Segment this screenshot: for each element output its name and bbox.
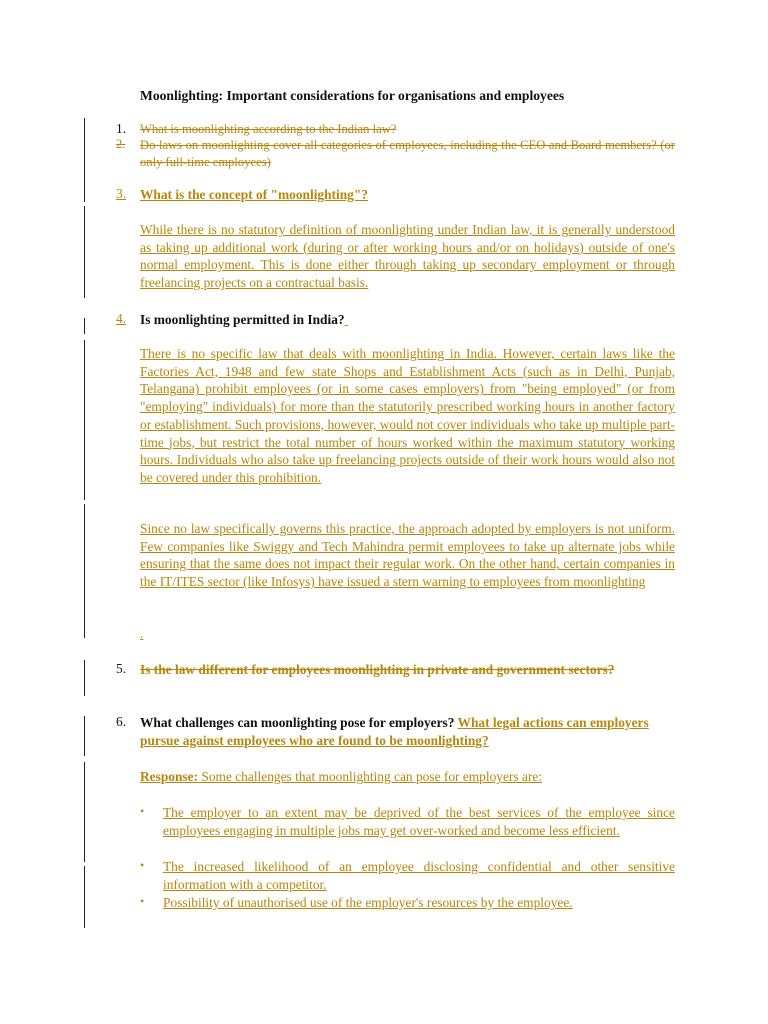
item-number: 2. [116, 137, 126, 151]
response-label: Response: [140, 769, 199, 784]
change-bar [84, 340, 85, 500]
item-number: 1. [116, 121, 127, 136]
change-bar [84, 318, 85, 334]
deleted-question-5: Is the law different for employees moonlighting in private and government sectors? [140, 662, 615, 677]
document-title: Moonlighting: Important considerations for organisations and employees [140, 88, 565, 103]
change-bar [84, 660, 85, 696]
question-3: What is the concept of "moonlighting"? [140, 187, 369, 202]
question-6-text: What challenges can moonlighting pose for employers? [140, 715, 455, 730]
bullet-icon: • [140, 804, 145, 818]
change-bar [84, 206, 85, 298]
change-bar [84, 504, 85, 638]
change-bar [84, 716, 85, 756]
answer-4-paragraph-2: Since no law specifically governs this practice, the approach adopted by employers is not uniform. Few companies like Swiggy and Tech Mahindra permit employees to take up alternate jobs while ensuring that the same does not impact their regular work. On the other hand, certain companies in the IT/ITES sector (like Infosys) have issued a stern warning to employees from moonlighting [140, 521, 675, 590]
bullet-icon: • [140, 858, 145, 872]
item-number: 6. [116, 714, 127, 729]
deleted-question-1: What is moonlighting according to the Indian law? [140, 122, 397, 136]
change-bar [84, 118, 85, 202]
item-number: 4. [116, 311, 127, 326]
bullet-item: Possibility of unauthorised use of the employer's resources by the employee. [163, 895, 573, 910]
response-text: Some challenges that moonlighting can pose for employers are: [201, 769, 543, 784]
bullet-icon: • [140, 894, 145, 908]
question-6 [140, 714, 680, 749]
change-bar [84, 866, 85, 928]
question-4 [140, 311, 675, 329]
deleted-question-2: Do laws on moonlighting cover all categories of employees, including the CEO and Board members? (or only full-time employees) [140, 138, 675, 169]
item-number: 3. [116, 186, 127, 201]
item-number: 5. [116, 661, 127, 676]
answer-3-paragraph: While there is no statutory definition of moonlighting under Indian law, it is generally understood as taking up additional work (during or after working hours and/or on holidays) outside of one's normal employment. This is done either through taking up secondary employment or through freelancing projects on a contractual basis. [140, 222, 675, 291]
bullet-item: The increased likelihood of an employee disclosing confidential and other sensitive information with a competitor. [163, 859, 675, 892]
response-line [140, 768, 675, 786]
bullet-item: The employer to an extent may be deprived of the best services of the employee since employees engaging in multiple jobs may get over-worked and become less efficient. [163, 805, 675, 838]
inserted-space [345, 312, 348, 327]
question-6-inserted: What legal actions can employers pursue against employees who are found to be moonlighting? [140, 715, 649, 748]
stray-mark: . [140, 626, 144, 641]
answer-4-paragraph-1: There is no specific law that deals with moonlighting in India. However, certain laws like the Factories Act, 1948 and few state Shops and Establishment Acts (such as in Delhi, Punjab, Telangana) prohibit employees (or in some cases employers) from "being employed" (or from "employing" individuals) for more than the statutorily prescribed working hours in another factory or establishment. Such provisions, however, would not cover individuals who take up multiple part-time jobs, but restrict the total number of hours worked within the maximum statutory working hours. Individuals who also take up freelancing projects outside of their work hours would also not be covered under this prohibition. [140, 346, 675, 485]
question-4-text: Is moonlighting permitted in India? [140, 312, 345, 327]
change-bar [84, 762, 85, 862]
